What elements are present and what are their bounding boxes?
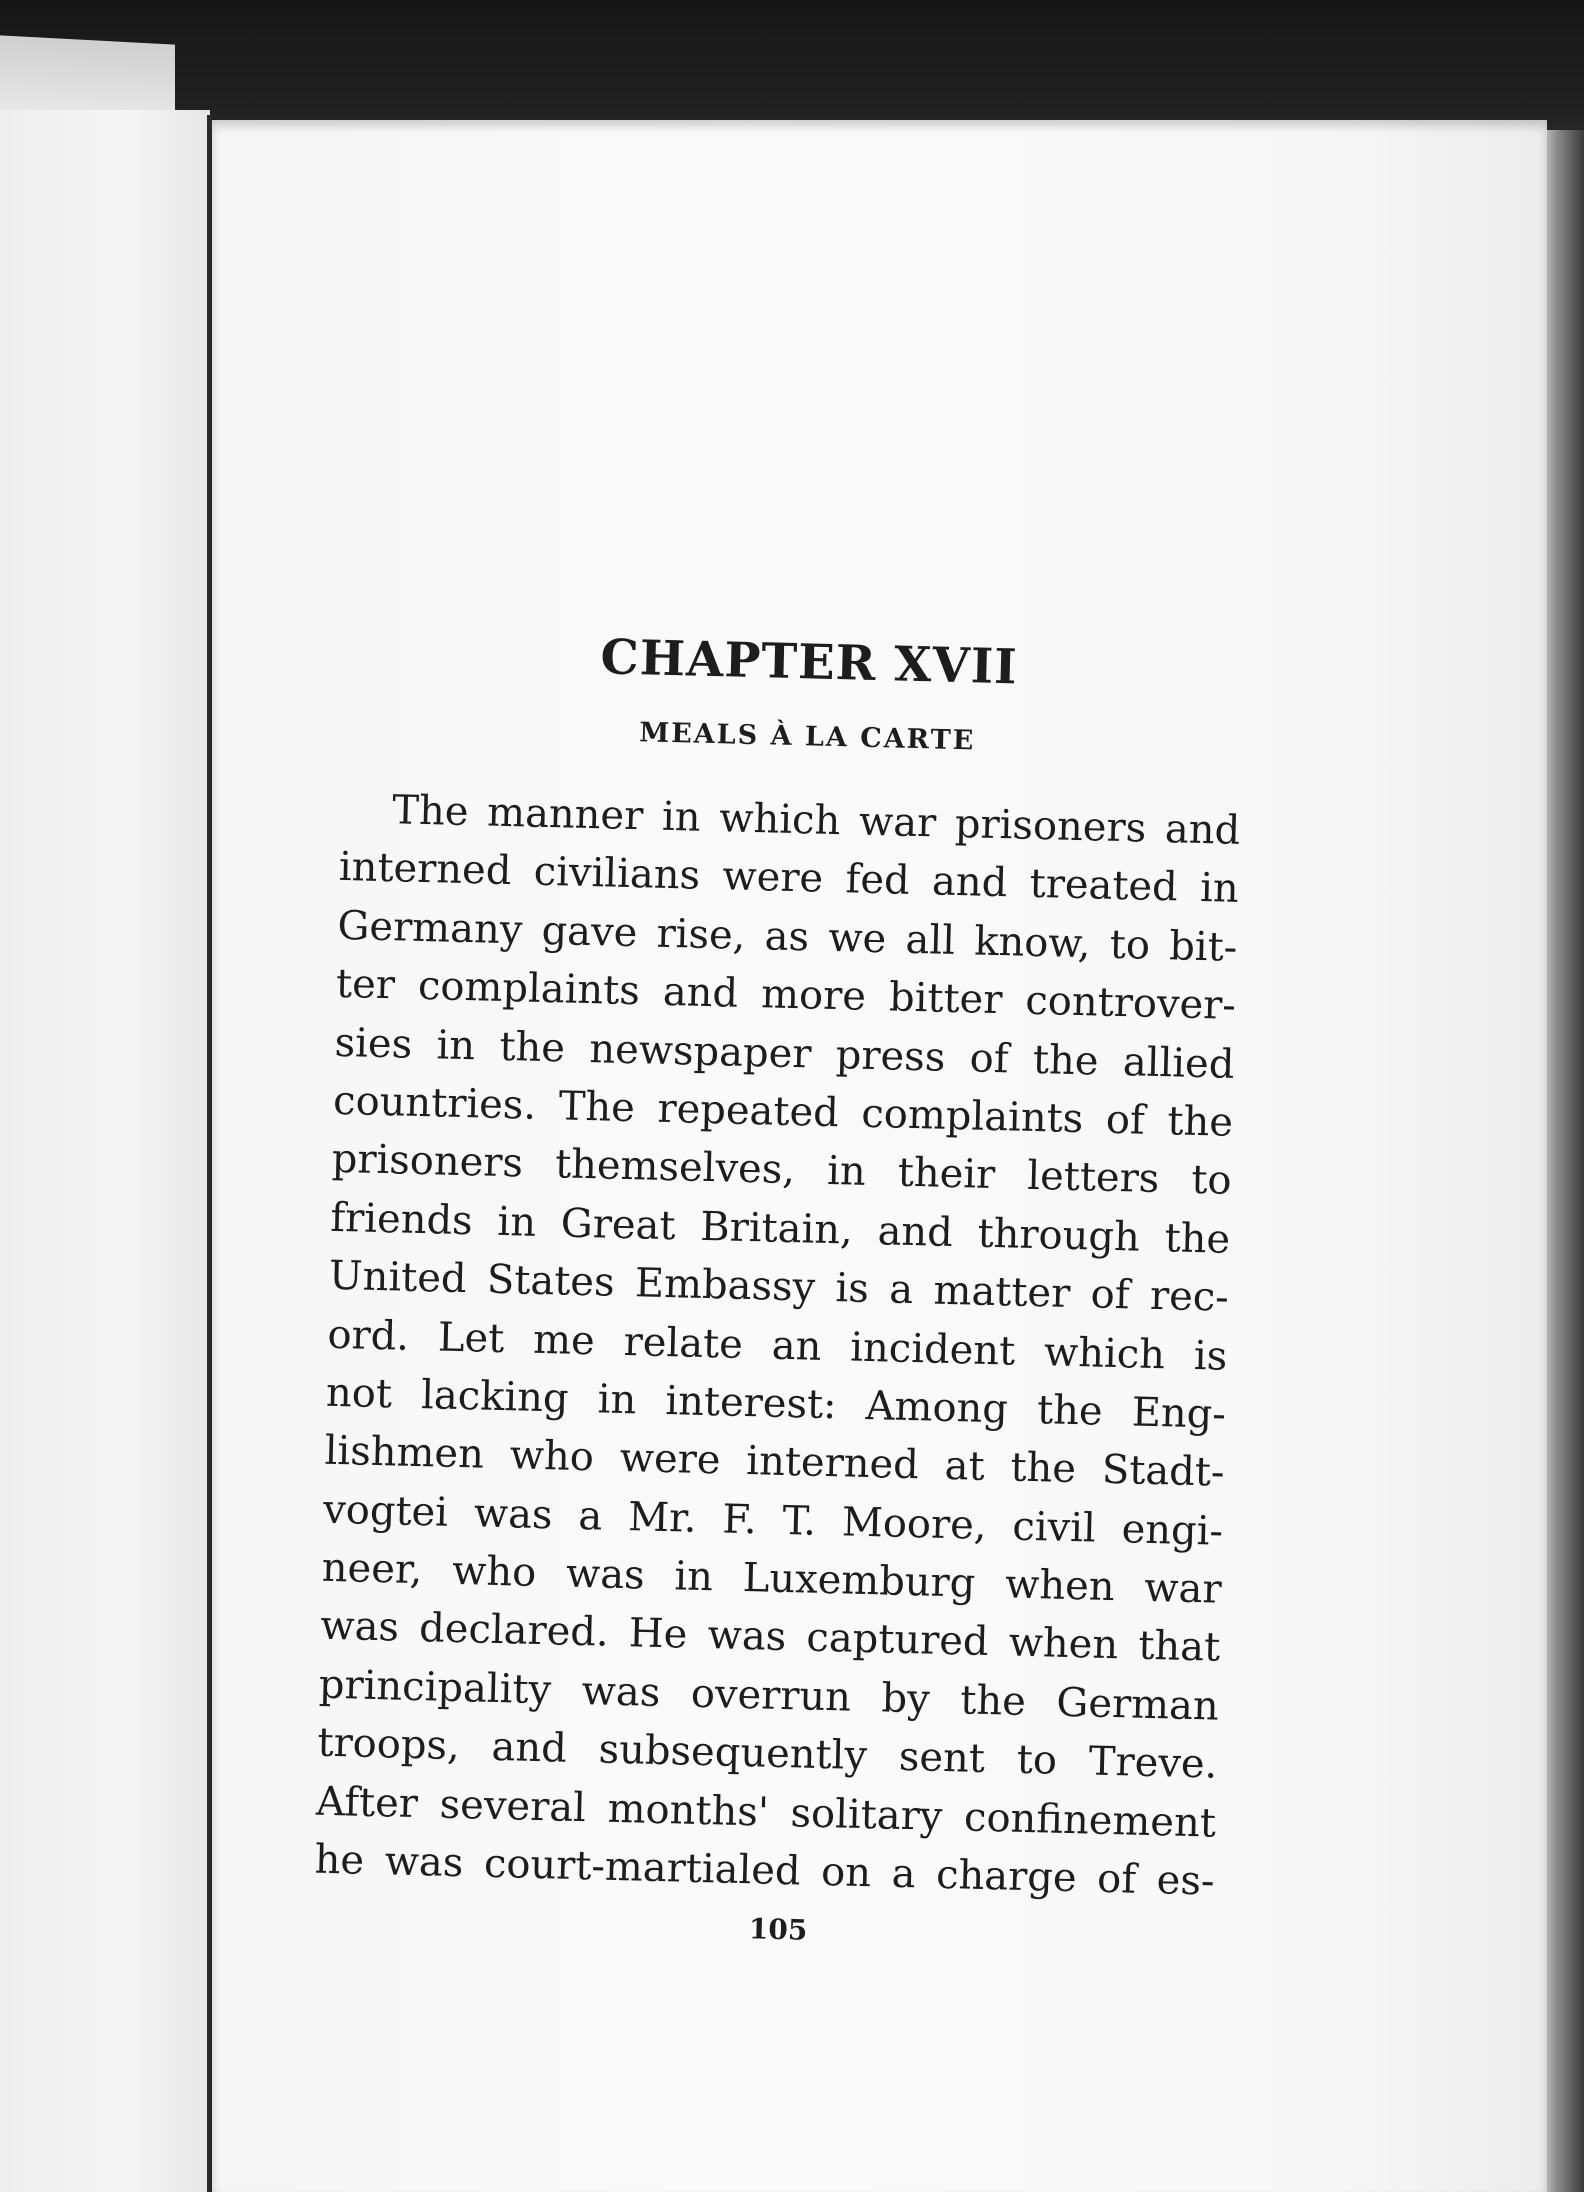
chapter-title: CHAPTER XVII [599, 629, 1019, 696]
page-number: 105 [748, 1912, 808, 1948]
text-line: prisoners themselves, in their letters to [331, 1136, 1233, 1205]
text-line: ord. Let me relate an incident which is [326, 1311, 1228, 1380]
text-line: principality was overrun by the German [318, 1661, 1220, 1730]
text-line: After several months' solitary confinement [315, 1778, 1217, 1847]
text-line: sies in the newspaper press of the allied [334, 1019, 1235, 1088]
text-line: ter complaints and more bitter controver- [335, 961, 1237, 1030]
text-line: neer, who was in Luxemburg when war [321, 1544, 1223, 1613]
text-line: troops, and subsequently sent to Treve. [316, 1719, 1218, 1788]
chapter-subtitle: MEALS À LA CARTE [638, 717, 976, 757]
text-line: lishmen who were interned at the Stadt- [324, 1428, 1225, 1497]
text-line: countries. The repeated complaints of the [332, 1077, 1234, 1146]
text-line: Germany gave rise, as we all know, to bit- [336, 902, 1238, 971]
text-line: interned civilians were fed and treated in [338, 844, 1240, 913]
text-line: The manner in which war prisoners and [391, 787, 1241, 854]
text-line: not lacking in interest: Among the Eng- [325, 1369, 1227, 1438]
page-content [313, 620, 1245, 1961]
text-line: friends in Great Britain, and through the [329, 1194, 1231, 1263]
left-page [0, 110, 210, 2192]
text-line: United States Embassy is a matter of rec- [328, 1252, 1230, 1321]
text-line: was declared. He was captured when that [319, 1603, 1221, 1672]
text-line: vogtei was a Mr. F. T. Moore, civil engi- [322, 1486, 1224, 1555]
body-text [314, 780, 1241, 1911]
text-line: he was court-martialed on a charge of es- [314, 1836, 1215, 1905]
